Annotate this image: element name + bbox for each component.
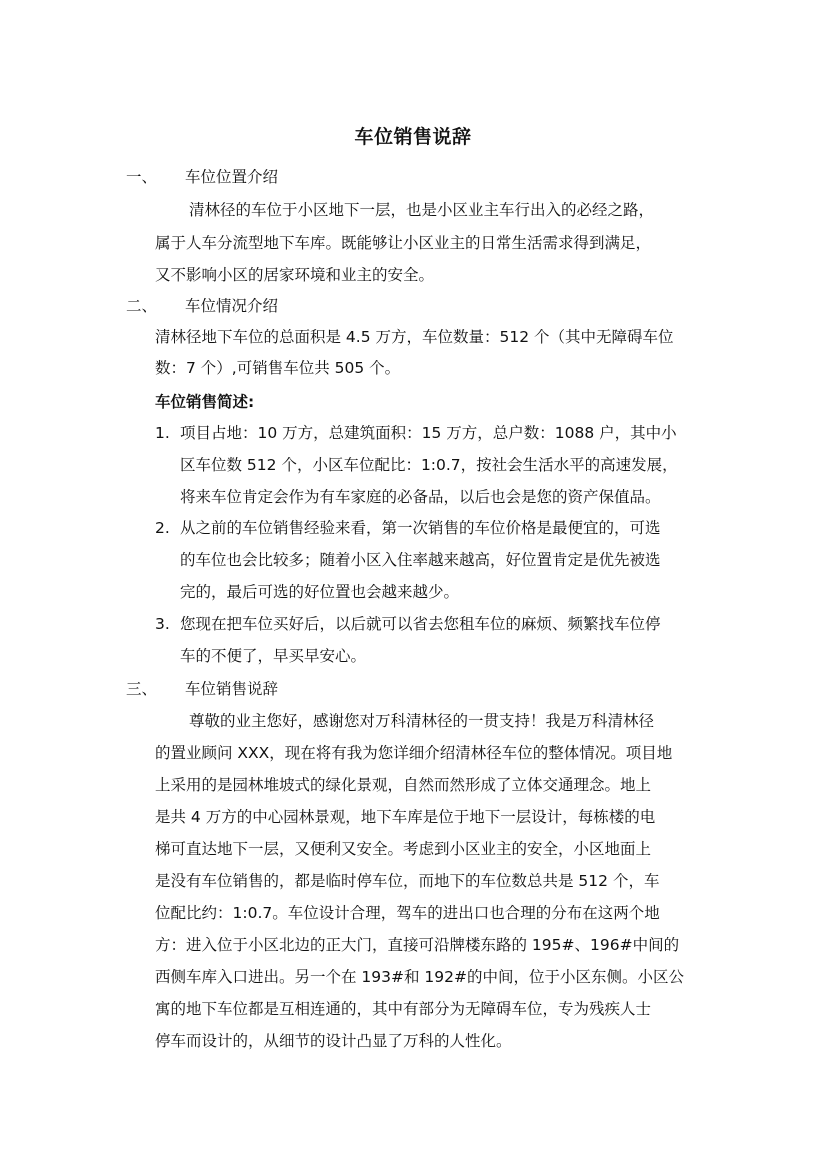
section-3-line: 位配比约：1:0.7。车位设计合理，驾车的进出口也合理的分布在这两个地: [155, 904, 660, 922]
section-3-line: 西侧车库入口进出。另一个在 193#和 192#的中间，位于小区东侧。小区公: [155, 968, 685, 986]
list-item-line: 将来车位肯定会作为有车家庭的必备品，以后也会是您的资产保值品。: [180, 488, 661, 506]
section-3-number: 三、: [126, 680, 158, 698]
section-3-line: 停车而设计的，从细节的设计凸显了万科的人性化。: [155, 1032, 512, 1050]
list-item-line: 项目占地：10 万方，总建筑面积：15 万方，总户数：1088 户，其中小: [180, 424, 677, 442]
list-item-number: 3.: [155, 615, 170, 633]
section-1-line: 清林径的车位于小区地下一层，也是小区业主车行出入的必经之路，: [189, 201, 655, 219]
document-title: 车位销售说辞: [354, 126, 472, 148]
section-3-line: 寓的地下车位都是互相连通的，其中有部分为无障碍车位，专为残疾人士: [155, 1000, 652, 1018]
section-3-line: 是共 4 万方的中心园林景观，地下车库是位于地下一层设计，每栋楼的电: [155, 808, 656, 826]
list-item-line: 您现在把车位买好后，以后就可以省去您租车位的麻烦、频繁找车位停: [180, 615, 661, 633]
list-item-number: 2.: [155, 519, 170, 537]
list-item-line: 完的，最后可选的好位置也会越来越少。: [180, 583, 460, 601]
list-item-number: 1.: [155, 424, 170, 442]
list-item-line: 的车位也会比较多；随着小区入住率越来越高，好位置肯定是优先被选: [180, 551, 661, 569]
section-2-number: 二、: [126, 297, 158, 315]
section-1-line: 又不影响小区的居家环境和业主的安全。: [155, 266, 435, 284]
section-2-line: 数：7 个）,可销售车位共 505 个。: [155, 359, 401, 377]
section-3-line: 是没有车位销售的，都是临时停车位，而地下的车位数总共是 512 个，车: [155, 872, 660, 890]
list-item-line: 从之前的车位销售经验来看，第一次销售的车位价格是最便宜的，可选: [180, 519, 661, 537]
section-3-line: 的置业顾问 XXX，现在将有我为您详细介绍清林径车位的整体情况。项目地: [155, 744, 673, 762]
list-item-line: 车的不便了，早买早安心。: [180, 647, 367, 665]
section-3-line: 方：进入位于小区北边的正大门，直接可沿牌楼东路的 195#、196#中间的: [155, 936, 680, 954]
section-3-line: 上采用的是园林堆坡式的绿化景观，自然而然形成了立体交通理念。地上: [155, 776, 652, 794]
section-3-line: 梯可直达地下一层，又便利又安全。考虑到小区业主的安全，小区地面上: [155, 840, 652, 858]
list-item-line: 区车位数 512 个，小区车位配比：1:0.7，按社会生活水平的高速发展，: [180, 456, 678, 474]
section-3-heading: 车位销售说辞: [185, 680, 279, 698]
section-1-heading: 车位位置介绍: [185, 168, 279, 186]
section-2-line: 清林径地下车位的总面积是 4.5 万方，车位数量：512 个（其中无障碍车位: [155, 328, 674, 346]
section-3-line: 尊敬的业主您好，感谢您对万科清林径的一贯支持！我是万科清林径: [189, 712, 655, 730]
section-2-subheading: 车位销售简述:: [155, 393, 255, 411]
section-1-number: 一、: [126, 168, 158, 186]
section-1-line: 属于人车分流型地下车库。既能够让小区业主的日常生活需求得到满足，: [155, 234, 652, 252]
section-2-heading: 车位情况介绍: [185, 297, 279, 315]
